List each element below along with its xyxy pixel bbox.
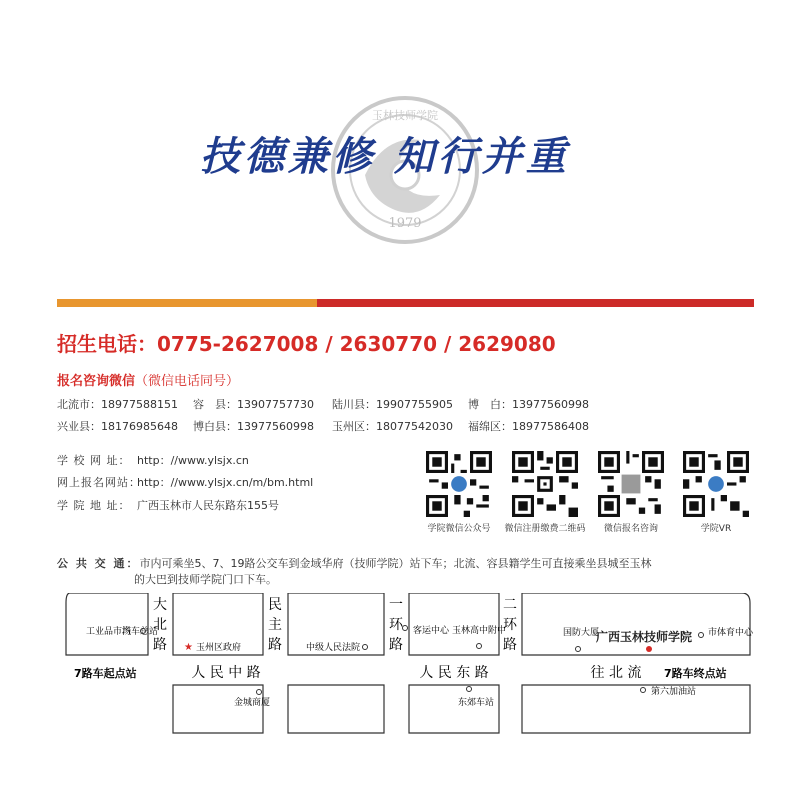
- poi-gongye: 工业品市场: [86, 627, 132, 637]
- qr-code-icon[interactable]: [598, 451, 664, 517]
- road-yihuan-label: 一环路: [389, 597, 403, 653]
- seal-text: 玉林技师学院: [372, 109, 438, 122]
- qr-caption: 微信注册缴费二维码: [504, 524, 586, 534]
- contact-luchuan: 陆川县：19907755905: [332, 398, 453, 411]
- poi-marker-icon: [257, 690, 262, 695]
- divider-bar-orange: [57, 299, 317, 307]
- transit-line1: 市内可乘坐5、7、19路公交车到金域华府（技师学院）站下车；北流、容县籍学生可直接乘坐县城至玉林: [139, 557, 652, 570]
- poi-dongjiao: 东郊车站: [458, 698, 495, 708]
- qr-caption: 微信报名咨询: [603, 524, 658, 534]
- phone-label: 招生电话：: [57, 332, 157, 356]
- address-row: 学 院 地 址： 广西玉林市人民东路东155号: [57, 499, 279, 512]
- poi-keyun: 客运中心: [413, 626, 450, 636]
- website-link[interactable]: http：//www.ylsjx.cn: [137, 454, 249, 467]
- qr-code-icon[interactable]: [426, 451, 492, 517]
- wechat-row: [57, 370, 239, 389]
- poi-marker-icon: [403, 626, 408, 631]
- contact-beiliu: 北流市：18977588151: [57, 398, 178, 411]
- transit-label: 公 共 交 通：: [57, 557, 140, 570]
- poi-jiayou: 第六加油站: [651, 687, 697, 697]
- poi-yulingaozhong: 玉林高中附中: [452, 626, 507, 636]
- school-motto: 技德兼修 知行并重: [200, 133, 570, 180]
- road-renminzhong: 人 民 中 路: [191, 665, 261, 681]
- road-dabei-char: 大: [153, 597, 167, 613]
- poi-shiti: 市体育中心: [708, 628, 754, 638]
- contact-bobaixian: 博白县：13977560998: [193, 420, 314, 433]
- end-stop-label: 7路车终点站: [664, 667, 727, 680]
- road-wangbeiliu: 往 北 流: [590, 665, 642, 681]
- public-transit-info: [57, 556, 757, 588]
- qr-caption: 学院VR: [700, 524, 732, 534]
- contact-fumian: 福绵区：18977586408: [468, 420, 589, 433]
- poi-zhengfu: 玉州区政府: [196, 643, 242, 653]
- qr-caption: 学院微信公众号: [427, 524, 491, 534]
- contact-xingye: 兴业县：18176985648: [57, 420, 178, 433]
- poi-marker-icon: [363, 645, 368, 650]
- star-icon: ★: [184, 642, 193, 653]
- poi-marker-icon: [699, 633, 704, 638]
- poi-marker-icon: [467, 687, 472, 692]
- road-minzhu-label: 民主路: [268, 597, 282, 653]
- signup-row: 网上报名网站：http：//www.ylsjx.cn/m/bm.html: [57, 476, 314, 489]
- road-dabei-label: 大北路: [153, 597, 167, 653]
- contact-yuzhou: 玉州区：18077542030: [332, 420, 453, 433]
- contact-rongxian: 容 县：13907757730: [193, 398, 314, 411]
- phone-numbers: 0775-2627008 / 2630770 / 2629080: [157, 332, 556, 356]
- wechat-note: （微信电话同号）: [135, 374, 240, 389]
- road-renmindong: 人 民 东 路: [419, 665, 489, 681]
- divider-bar-red: [317, 299, 754, 307]
- road-erhuan-label: 二环路: [503, 597, 517, 653]
- poi-jincheng: 金城商厦: [234, 698, 271, 708]
- school-marker-icon: [646, 646, 652, 652]
- poi-fayuan: 中级人民法院: [306, 643, 361, 653]
- start-stop-label: 7路车起点站: [74, 667, 137, 680]
- qr-code-icon[interactable]: [683, 451, 749, 517]
- seal-year: 1979: [388, 216, 422, 231]
- website-row: 学 校 网 址： http：//www.ylsjx.cn: [57, 454, 249, 467]
- route-map: [56, 593, 756, 778]
- transit-line2: 的大巴到技师学院门口下车。: [134, 573, 277, 586]
- signup-link[interactable]: http：//www.ylsjx.cn/m/bm.html: [137, 476, 314, 489]
- enrollment-phone-row: [57, 328, 556, 357]
- poi-marker-icon: [576, 647, 581, 652]
- poi-marker-icon: [641, 688, 646, 693]
- wechat-label: 报名咨询微信: [57, 374, 136, 389]
- poi-guofang: 国防大厦: [563, 628, 600, 638]
- qr-code-icon[interactable]: [512, 451, 578, 517]
- contact-bobai: 博 白：13977560998: [468, 398, 589, 411]
- school-label: 广西玉林技师学院: [596, 630, 693, 644]
- poi-marker-icon: [477, 644, 482, 649]
- poi-qiche: 汽车总站: [122, 627, 159, 637]
